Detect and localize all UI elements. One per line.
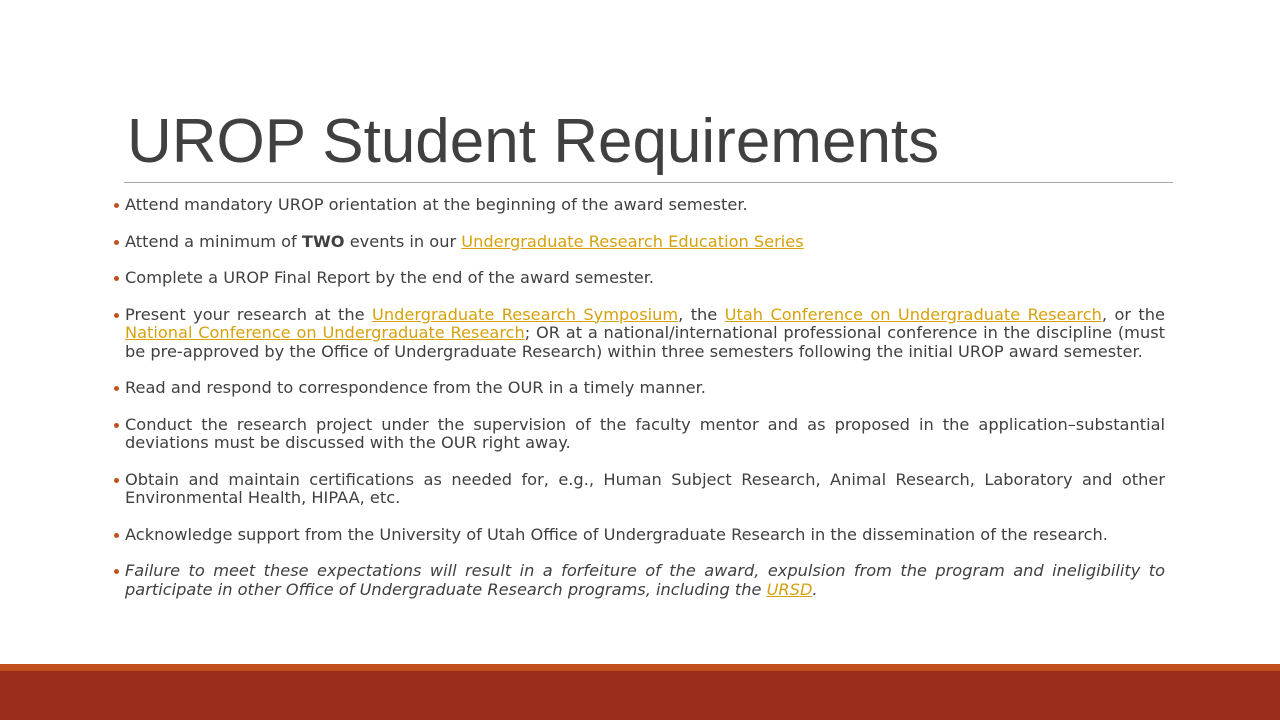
bullet-text: Present your research at the <box>125 304 373 324</box>
bullet-orientation <box>125 196 1165 215</box>
bullet-text: events in our <box>344 231 462 251</box>
slide-title: UROP Student Requirements <box>127 107 940 176</box>
bullet-certifications <box>125 471 1165 508</box>
bullet-text: Complete a UROP Final Report by the end of the award semester. <box>125 268 655 287</box>
link-research-symposium[interactable]: Undergraduate Research Symposium <box>372 304 679 324</box>
bullet-text: Obtain and maintain certifications as needed for, e.g., Human Subject Research, Animal Research, Laboratory and other Environmental Health, HIPAA, etc. <box>125 469 1165 507</box>
bullet-text: Conduct the research project under the supervision of the faculty mentor and as proposed in the application–substantial deviations must be discussed with the OUR right away. <box>125 414 1165 452</box>
bullet-present-research <box>125 306 1165 362</box>
bullet-correspondence <box>125 379 1165 398</box>
bullet-final-report <box>125 269 1165 288</box>
requirements-list <box>125 196 1165 617</box>
link-utah-conference[interactable]: Utah Conference on Undergraduate Research <box>724 304 1102 324</box>
bullet-text: Read and respond to correspondence from the OUR in a timely manner. <box>125 378 706 397</box>
bullet-text: , the <box>678 304 725 324</box>
link-ursd[interactable]: URSD <box>766 579 813 599</box>
bullet-events <box>125 233 1165 252</box>
bullet-text: . <box>812 579 818 599</box>
bullet-text: Acknowledge support from the University of Utah Office of Undergraduate Research in the dissemination of the research. <box>125 524 1108 544</box>
bullet-failure-warning <box>125 562 1165 599</box>
bullet-text: ; OR at a national/international professional conference in the discipline (must be pre-approved by the Office of Undergraduate Research) within three semesters following the initial UROP award semester. <box>125 323 1165 361</box>
link-national-conference[interactable]: National Conference on Undergraduate Research <box>125 323 525 342</box>
bullet-emphasis: TWO <box>301 231 345 251</box>
bullet-text: Attend mandatory UROP orientation at the beginning of the award semester. <box>125 195 748 214</box>
link-education-series[interactable]: Undergraduate Research Education Series <box>461 231 804 251</box>
bullet-acknowledge-support <box>125 526 1165 545</box>
footer-accent-bar <box>0 664 1280 671</box>
bullet-text: Failure to meet these expectations will result in a forfeiture of the award, expulsion from the program and ineligibility to participate in other Office of Undergraduate Research programs, including the <box>125 561 1165 599</box>
title-divider <box>124 182 1173 183</box>
footer-bar <box>0 671 1280 720</box>
bullet-conduct-research <box>125 416 1165 453</box>
bullet-text: Attend a minimum of <box>125 231 302 251</box>
bullet-text: , or the <box>1101 304 1165 324</box>
